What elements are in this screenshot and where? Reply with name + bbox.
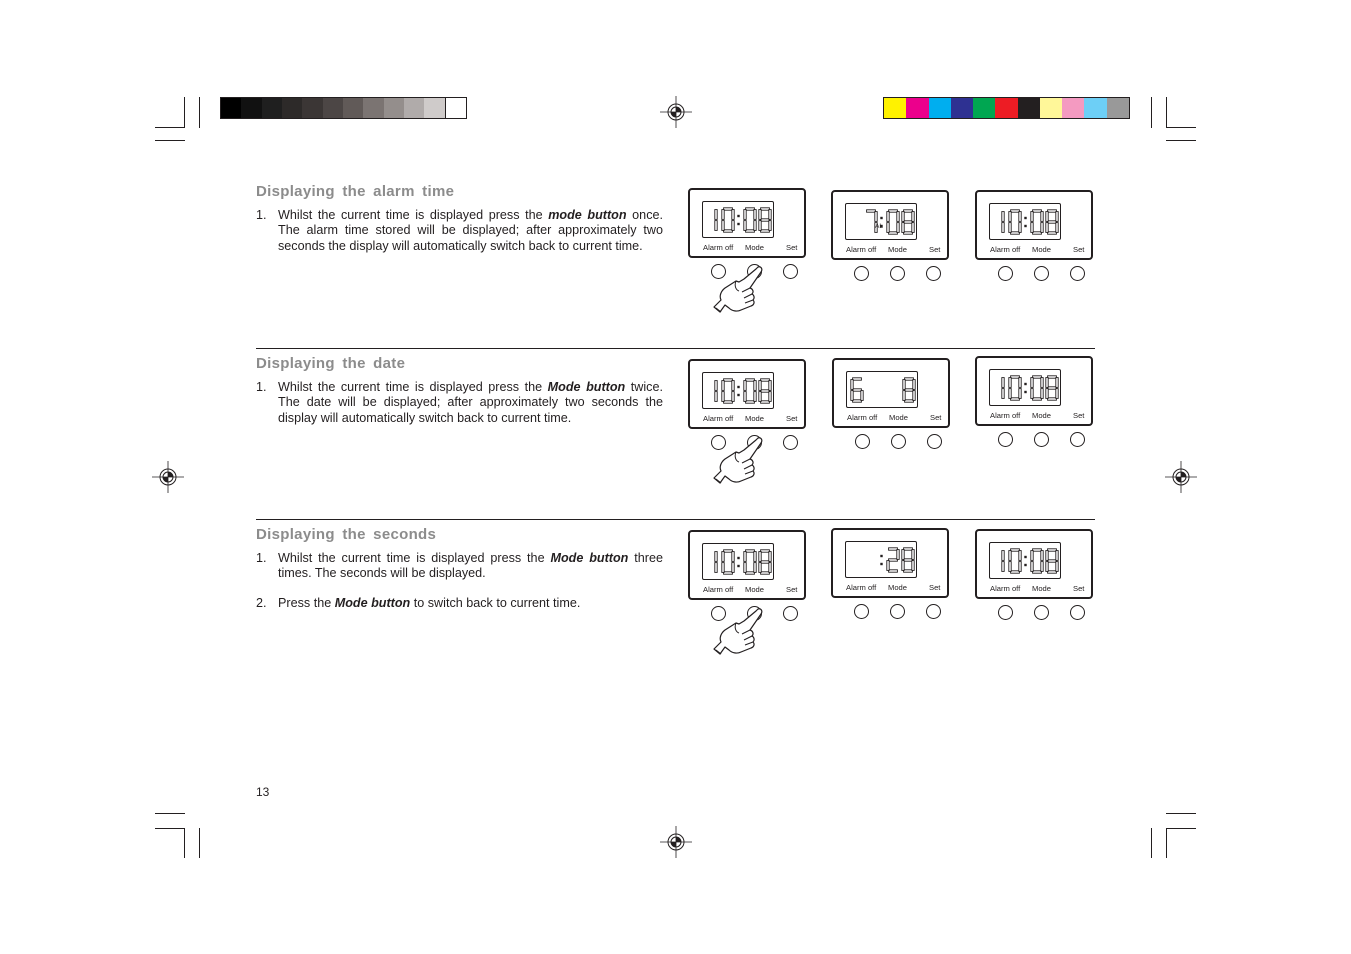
- registration-mark-icon: [660, 96, 692, 128]
- set-label: Set: [929, 245, 941, 254]
- crop-mark: [1166, 813, 1196, 814]
- crop-mark: [155, 828, 185, 829]
- section-divider: [256, 348, 1095, 349]
- lcd-digit: [1002, 378, 1004, 399]
- alarm-off-label: Alarm off: [846, 245, 877, 254]
- crop-mark: [1166, 140, 1196, 141]
- lcd-digit: [759, 379, 771, 403]
- crop-mark: [155, 813, 185, 814]
- crop-mark: [155, 140, 185, 141]
- lcd-colon: [737, 223, 739, 225]
- lcd-digit: [1031, 549, 1043, 573]
- process-swatch: [1018, 98, 1040, 118]
- lcd-display: [989, 542, 1061, 579]
- alarm-off-label: Alarm off: [846, 583, 877, 592]
- button-reference: Mode button: [334, 596, 411, 610]
- lcd-readout: [990, 370, 1062, 407]
- alarm-off-label: Alarm off: [703, 585, 734, 594]
- step-text: Press the Mode button to switch back to current time.: [278, 596, 581, 610]
- lcd-display: [702, 372, 774, 409]
- lcd-readout: [990, 543, 1062, 580]
- clock-unit: [975, 529, 1093, 599]
- lcd-readout: [846, 542, 918, 579]
- set-button[interactable]: [783, 435, 798, 450]
- mode-label: Mode: [889, 413, 908, 422]
- lcd-digit: [851, 378, 863, 402]
- alarm-off-button[interactable]: [998, 266, 1013, 281]
- lcd-digit: [722, 208, 734, 232]
- crop-mark: [155, 127, 185, 128]
- lcd-digit: [1002, 212, 1004, 233]
- mode-button[interactable]: [891, 434, 906, 449]
- process-swatch: [995, 98, 1017, 118]
- lcd-colon: [1024, 564, 1026, 566]
- lcd-digit: [722, 379, 734, 403]
- lcd-display: [846, 371, 918, 408]
- process-color-bar: [883, 97, 1130, 119]
- registration-mark-icon: [152, 461, 184, 493]
- process-swatch: [951, 98, 973, 118]
- alarm-off-button[interactable]: [998, 605, 1013, 620]
- mode-label: Mode: [745, 414, 764, 423]
- lcd-colon: [737, 565, 739, 567]
- process-swatch: [1040, 98, 1062, 118]
- lcd-digit: [903, 378, 915, 402]
- section-title: Displaying the date: [256, 355, 406, 372]
- alarm-off-label: Alarm off: [990, 245, 1021, 254]
- alarm-off-label: Alarm off: [703, 414, 734, 423]
- set-button[interactable]: [1070, 605, 1085, 620]
- lcd-digit: [902, 210, 914, 234]
- alarm-off-label: Alarm off: [990, 411, 1021, 420]
- lcd-colon: [737, 557, 739, 559]
- lcd-display: [702, 543, 774, 580]
- clock-unit: [688, 530, 806, 600]
- lcd-colon: [737, 215, 739, 217]
- clock-unit: [832, 358, 950, 428]
- lcd-digit: [715, 210, 717, 231]
- crop-mark: [1166, 97, 1167, 128]
- grayscale-swatch: [241, 98, 261, 118]
- crop-mark: [199, 97, 200, 128]
- mode-button[interactable]: [890, 266, 905, 281]
- instruction-step: [256, 208, 663, 254]
- step-text: Whilst the current time is displayed press the Mode button three times. The seconds will be displayed.: [278, 551, 663, 581]
- lcd-colon: [880, 217, 882, 219]
- mode-label: Mode: [745, 585, 764, 594]
- set-label: Set: [786, 414, 798, 423]
- grayscale-swatch: [262, 98, 282, 118]
- process-swatch: [884, 98, 906, 118]
- lcd-digit: [744, 379, 756, 403]
- mode-label: Mode: [888, 583, 907, 592]
- clock-unit: [688, 359, 806, 429]
- mode-label: Mode: [1032, 584, 1051, 593]
- step-text: Whilst the current time is displayed press the mode button once. The alarm time stored will be displayed; after approximately two seconds the display will automatically switch back to current time.: [278, 208, 663, 253]
- crop-mark: [184, 97, 185, 128]
- crop-mark: [1151, 97, 1152, 128]
- pointing-hand-icon: [712, 606, 768, 660]
- set-label: Set: [786, 585, 798, 594]
- lcd-digit: [1046, 210, 1058, 234]
- set-label: Set: [1073, 245, 1085, 254]
- step-text: Whilst the current time is displayed press the Mode button twice. The date will be displayed; after approximately two seconds the display will automatically switch back to current time.: [278, 380, 663, 425]
- set-button[interactable]: [783, 264, 798, 279]
- crop-mark: [1151, 828, 1152, 858]
- lcd-colon: [1024, 556, 1026, 558]
- lcd-digit: [715, 552, 717, 573]
- lcd-digit: [1009, 549, 1021, 573]
- lcd-digit: [759, 208, 771, 232]
- lcd-colon: [880, 555, 882, 557]
- process-swatch: [929, 98, 951, 118]
- lcd-readout: [847, 372, 919, 409]
- grayscale-swatch: [221, 98, 241, 118]
- lcd-readout: [990, 204, 1062, 241]
- lcd-digit: [744, 208, 756, 232]
- set-label: Set: [786, 243, 798, 252]
- lcd-colon: [1024, 383, 1026, 385]
- pointing-hand-icon: [712, 435, 768, 489]
- crop-mark: [199, 828, 200, 858]
- step-number: 1.: [256, 208, 267, 222]
- instruction-step: [256, 596, 663, 611]
- grayscale-swatch: [445, 98, 466, 118]
- lcd-colon: [1024, 391, 1026, 393]
- process-swatch: [973, 98, 995, 118]
- step-number: 2.: [256, 596, 267, 610]
- set-button[interactable]: [926, 266, 941, 281]
- mode-label: Mode: [1032, 411, 1051, 420]
- lcd-digit: [1046, 376, 1058, 400]
- set-label: Set: [1073, 584, 1085, 593]
- lcd-digit: [1009, 376, 1021, 400]
- step-number: 1.: [256, 380, 267, 394]
- lcd-readout: [703, 544, 775, 581]
- lcd-readout: [846, 204, 918, 241]
- button-reference: Mode button: [550, 551, 629, 565]
- lcd-digit: [1046, 549, 1058, 573]
- alarm-indicator: AL: [875, 223, 883, 230]
- process-swatch: [1107, 98, 1129, 118]
- mode-button[interactable]: [1034, 266, 1049, 281]
- mode-label: Mode: [745, 243, 764, 252]
- lcd-display: [845, 541, 917, 578]
- set-label: Set: [930, 413, 942, 422]
- section-title: Displaying the alarm time: [256, 183, 455, 200]
- lcd-colon: [880, 563, 882, 565]
- clock-unit: [975, 356, 1093, 426]
- crop-mark: [1166, 828, 1196, 829]
- lcd-display: [989, 203, 1061, 240]
- set-button[interactable]: [783, 606, 798, 621]
- set-button[interactable]: [1070, 432, 1085, 447]
- lcd-digit: [887, 548, 899, 572]
- grayscale-swatch: [323, 98, 343, 118]
- set-label: Set: [1073, 411, 1085, 420]
- alarm-off-label: Alarm off: [990, 584, 1021, 593]
- grayscale-swatch: [282, 98, 302, 118]
- lcd-digit: [722, 550, 734, 574]
- clock-unit: [831, 528, 949, 598]
- grayscale-color-bar: [220, 97, 467, 119]
- clock-unit: [688, 188, 806, 258]
- grayscale-swatch: [404, 98, 424, 118]
- set-button[interactable]: [926, 604, 941, 619]
- clock-unit: [831, 190, 949, 260]
- alarm-off-label: Alarm off: [703, 243, 734, 252]
- mode-label: Mode: [888, 245, 907, 254]
- lcd-colon: [737, 394, 739, 396]
- lcd-display: [845, 203, 917, 240]
- set-button[interactable]: [927, 434, 942, 449]
- lcd-digit: [744, 550, 756, 574]
- alarm-off-label: Alarm off: [847, 413, 878, 422]
- set-button[interactable]: [1070, 266, 1085, 281]
- alarm-off-button[interactable]: [854, 266, 869, 281]
- grayscale-swatch: [424, 98, 444, 118]
- alarm-off-button[interactable]: [855, 434, 870, 449]
- lcd-digit: [887, 210, 899, 234]
- lcd-digit: [1031, 210, 1043, 234]
- alarm-off-button[interactable]: [854, 604, 869, 619]
- lcd-digit: [1031, 376, 1043, 400]
- lcd-digit: [902, 548, 914, 572]
- grayscale-swatch: [302, 98, 322, 118]
- instruction-step: [256, 380, 663, 426]
- process-swatch: [1062, 98, 1084, 118]
- mode-label: Mode: [1032, 245, 1051, 254]
- lcd-readout: [703, 202, 775, 239]
- lcd-readout: [703, 373, 775, 410]
- instruction-step: [256, 551, 663, 582]
- page-number: 13: [256, 785, 270, 799]
- clock-unit: [975, 190, 1093, 260]
- lcd-colon: [1024, 217, 1026, 219]
- section-title: Displaying the seconds: [256, 526, 437, 543]
- lcd-digit: [1009, 210, 1021, 234]
- crop-mark: [1166, 828, 1167, 858]
- button-reference: Mode button: [547, 380, 626, 394]
- crop-mark: [1166, 127, 1196, 128]
- step-number: 1.: [256, 551, 267, 565]
- crop-mark: [184, 828, 185, 858]
- lcd-colon: [1024, 225, 1026, 227]
- grayscale-swatch: [384, 98, 404, 118]
- lcd-display: [989, 369, 1061, 406]
- process-swatch: [1084, 98, 1106, 118]
- grayscale-swatch: [363, 98, 383, 118]
- lcd-display: [702, 201, 774, 238]
- button-reference: mode button: [548, 208, 627, 222]
- pointing-hand-icon: [712, 264, 768, 318]
- lcd-digit: [759, 550, 771, 574]
- lcd-colon: [737, 386, 739, 388]
- mode-button[interactable]: [890, 604, 905, 619]
- registration-mark-icon: [660, 826, 692, 858]
- section-divider: [256, 519, 1095, 520]
- alarm-off-button[interactable]: [998, 432, 1013, 447]
- lcd-digit: [1002, 551, 1004, 572]
- registration-mark-icon: [1165, 461, 1197, 493]
- process-swatch: [906, 98, 928, 118]
- mode-button[interactable]: [1034, 432, 1049, 447]
- grayscale-swatch: [343, 98, 363, 118]
- lcd-digit: [715, 381, 717, 402]
- mode-button[interactable]: [1034, 605, 1049, 620]
- set-label: Set: [929, 583, 941, 592]
